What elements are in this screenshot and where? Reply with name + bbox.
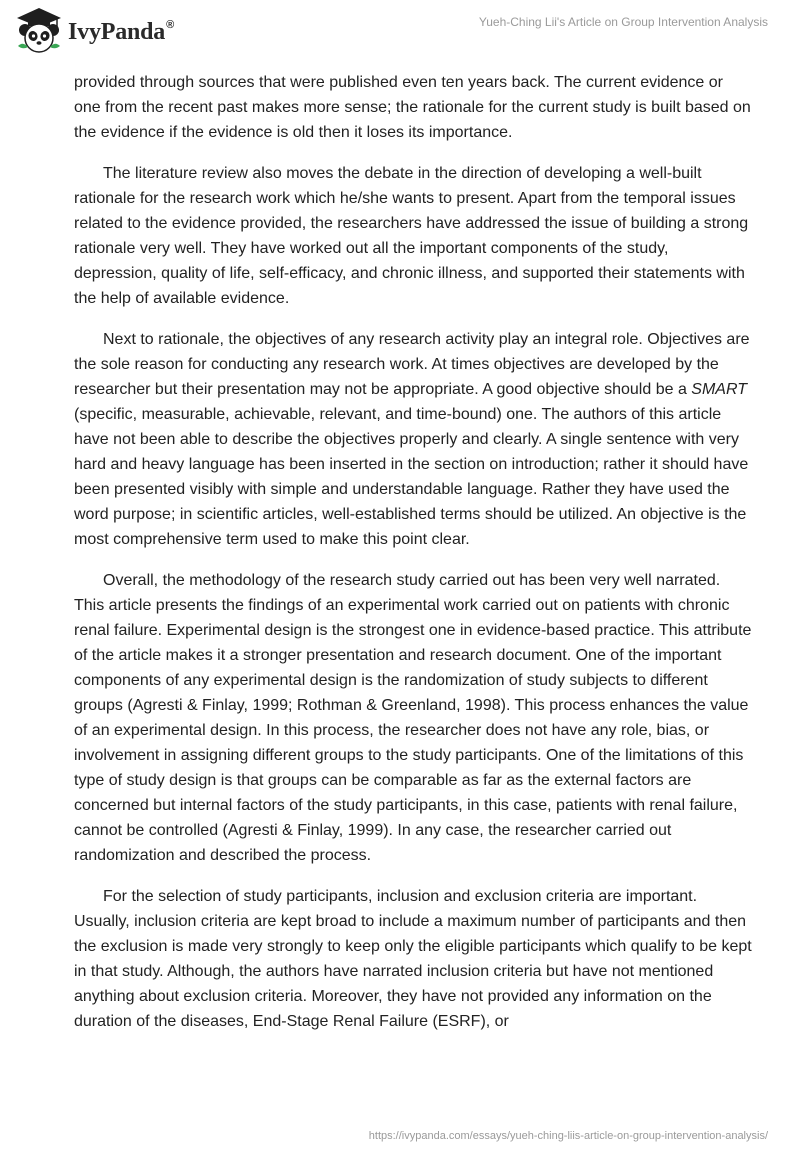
- page-header: [0, 0, 800, 62]
- paragraph-text: For the selection of study participants, inclusion and exclusion criteria are important. Usually, inclusion criteria are kept broad to include a maximum number of participants and then the exclusion is made very strongly to keep only the eligible participants which qualify to be kept in that study. Although, the authors have narrated inclusion criteria but have not mentioned anything about exclusion criteria. Moreover, they have not provided any information on the duration of the diseases, End-Stage Renal Failure (ESRF), or: [74, 888, 752, 1030]
- emphasized-term: SMART: [691, 381, 748, 398]
- paragraph-text: The literature review also moves the debate in the direction of developing a well-built rationale for the research work which he/she wants to present. Apart from the temporal issues related to the evidence provided, the researchers have addressed the issue of building a strong rationale very well. They have worked out all the important components of the study, depression, quality of life, self-efficacy, and chronic illness, and supported their statements with the help of available evidence.: [74, 165, 749, 307]
- body-paragraph: [74, 327, 754, 552]
- essay-body: [74, 70, 754, 1050]
- body-paragraph: [74, 568, 754, 868]
- body-paragraph: [74, 161, 754, 311]
- paragraph-text: Next to rationale, the objectives of any research activity play an integral role. Objectives are the sole reason for conducting any research work. At times objectives are developed by the researcher but their presentation may not be appropriate. A good objective should be a: [74, 331, 750, 398]
- document-title: Yueh-Ching Lii's Article on Group Intervention Analysis: [478, 15, 768, 29]
- brand-name: IvyPanda®: [68, 18, 175, 45]
- body-paragraph: [74, 884, 754, 1034]
- paragraph-text: Overall, the methodology of the research study carried out has been very well narrated. This article presents the findings of an experimental work carried out on patients with chronic renal failure. Experimental design is the strongest one in evidence-based practice. This attribute of the article makes it a stronger presentation and research document. One of the important components of any experimental design is the randomization of study subjects to different groups (Agresti & Finlay, 1999; Rothman & Greenland, 1998). This process enhances the value of an experimental design. In this process, the researcher does not have any role, bias, or involvement in assigning different groups to the study participants. One of the limitations of this type of study design is that groups can be comparable as far as the external factors are concerned but internal factors of the study participants, in this case, patients with renal failure, cannot be controlled (Agresti & Finlay, 1999). In any case, the researcher carried out randomization and described the process.: [74, 572, 752, 864]
- ivypanda-logo[interactable]: [14, 6, 174, 54]
- registered-mark: ®: [166, 18, 175, 31]
- panda-graduate-icon: [14, 6, 64, 54]
- body-paragraph: [74, 70, 754, 145]
- source-url[interactable]: https://ivypanda.com/essays/yueh-ching-liis-article-on-group-intervention-analysis/: [368, 1130, 768, 1142]
- paragraph-text: provided through sources that were published even ten years back. The current evidence or one from the recent past makes more sense; the rationale for the current study is built based on the evidence if the evidence is old then it loses its importance.: [74, 74, 751, 141]
- paragraph-text: (specific, measurable, achievable, relevant, and time-bound) one. The authors of this article have not been able to describe the objectives properly and clearly. A single sentence with very hard and heavy language has been inserted in the section on introduction; rather it should have been presented visibly with simple and understandable language. Rather they have used the word purpose; in scientific articles, well-established terms should be utilized. An objective is the most comprehensive term used to make this point clear.: [74, 406, 749, 548]
